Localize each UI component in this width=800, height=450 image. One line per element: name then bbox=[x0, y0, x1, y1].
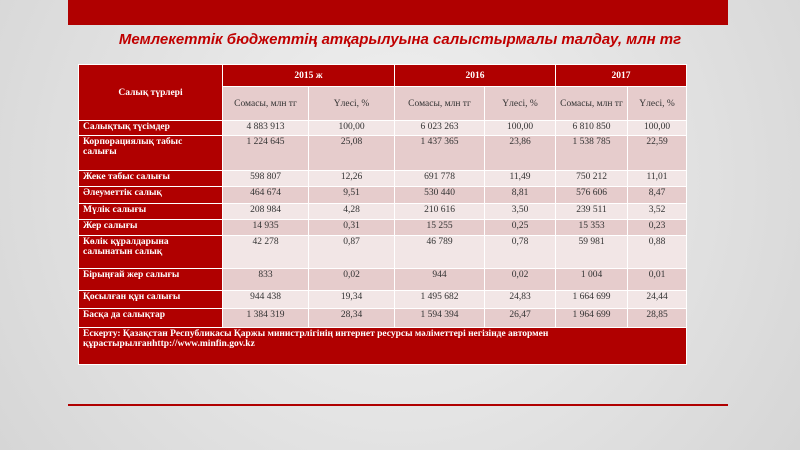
row-label: Жер салығы bbox=[79, 220, 223, 236]
column-header: Сомасы, млн тг bbox=[223, 87, 309, 121]
year-header: 2016 bbox=[395, 65, 556, 87]
table-cell: 24,44 bbox=[628, 291, 687, 309]
row-label: Корпорациялық табыс салығы bbox=[79, 136, 223, 171]
table-cell: 3,50 bbox=[485, 204, 556, 220]
row-header: Салық түрлері bbox=[79, 65, 223, 121]
table-cell: 0,31 bbox=[309, 220, 395, 236]
table-cell: 8,47 bbox=[628, 187, 687, 204]
table-cell: 1 594 394 bbox=[395, 309, 485, 328]
table-cell: 14 935 bbox=[223, 220, 309, 236]
table-cell: 46 789 bbox=[395, 236, 485, 269]
row-label: Көлік құралдарына салынатын салық bbox=[79, 236, 223, 269]
column-header: Үлесі, % bbox=[628, 87, 687, 121]
table-cell: 22,59 bbox=[628, 136, 687, 171]
table-cell: 4 883 913 bbox=[223, 121, 309, 136]
column-header: Сомасы, млн тг bbox=[395, 87, 485, 121]
table-row bbox=[79, 269, 687, 291]
table-cell: 0,25 bbox=[485, 220, 556, 236]
table-cell: 11,49 bbox=[485, 171, 556, 187]
table-cell: 1 004 bbox=[556, 269, 628, 291]
table-row bbox=[79, 171, 687, 187]
table-cell: 19,34 bbox=[309, 291, 395, 309]
table-cell: 0,23 bbox=[628, 220, 687, 236]
table-cell: 1 384 319 bbox=[223, 309, 309, 328]
table-row bbox=[79, 204, 687, 220]
budget-table bbox=[78, 64, 687, 365]
bottom-divider bbox=[68, 404, 728, 406]
table-row bbox=[79, 121, 687, 136]
row-label: Бірыңғай жер салығы bbox=[79, 269, 223, 291]
table-cell: 0,01 bbox=[628, 269, 687, 291]
table-cell: 530 440 bbox=[395, 187, 485, 204]
table-cell: 1 964 699 bbox=[556, 309, 628, 328]
table-cell: 0,88 bbox=[628, 236, 687, 269]
table-cell: 1 437 365 bbox=[395, 136, 485, 171]
year-header: 2015 ж bbox=[223, 65, 395, 87]
row-label: Салықтық түсімдер bbox=[79, 121, 223, 136]
table-row bbox=[79, 187, 687, 204]
table-cell: 100,00 bbox=[628, 121, 687, 136]
table-cell: 26,47 bbox=[485, 309, 556, 328]
table-cell: 4,28 bbox=[309, 204, 395, 220]
table-cell: 12,26 bbox=[309, 171, 395, 187]
table-cell: 3,52 bbox=[628, 204, 687, 220]
table-cell: 25,08 bbox=[309, 136, 395, 171]
row-label: Қосылған құн салығы bbox=[79, 291, 223, 309]
table-cell: 208 984 bbox=[223, 204, 309, 220]
table-note: Ескерту: Қазақстан Республикасы Қаржы министрлігінің интернет ресурсы мәліметтері негізінде автормен құрастырылғанhttp://www.minfin.gov.kz bbox=[79, 328, 687, 365]
table-cell: 0,87 bbox=[309, 236, 395, 269]
table-cell: 0,02 bbox=[309, 269, 395, 291]
table-cell: 6 023 263 bbox=[395, 121, 485, 136]
table-cell: 8,81 bbox=[485, 187, 556, 204]
year-header: 2017 bbox=[556, 65, 687, 87]
row-label: Басқа да салықтар bbox=[79, 309, 223, 328]
table-cell: 833 bbox=[223, 269, 309, 291]
table-cell: 691 778 bbox=[395, 171, 485, 187]
table-cell: 42 278 bbox=[223, 236, 309, 269]
row-label: Жеке табыс салығы bbox=[79, 171, 223, 187]
table-cell: 28,34 bbox=[309, 309, 395, 328]
table-cell: 0,78 bbox=[485, 236, 556, 269]
table-cell: 15 255 bbox=[395, 220, 485, 236]
table-cell: 6 810 850 bbox=[556, 121, 628, 136]
table-cell: 28,85 bbox=[628, 309, 687, 328]
row-label: Әлеуметтік салық bbox=[79, 187, 223, 204]
table-row bbox=[79, 136, 687, 171]
table-cell: 750 212 bbox=[556, 171, 628, 187]
table-cell: 59 981 bbox=[556, 236, 628, 269]
row-label: Мүлік салығы bbox=[79, 204, 223, 220]
table-row bbox=[79, 236, 687, 269]
table-cell: 1 224 645 bbox=[223, 136, 309, 171]
table-cell: 24,83 bbox=[485, 291, 556, 309]
table-cell: 9,51 bbox=[309, 187, 395, 204]
table-cell: 15 353 bbox=[556, 220, 628, 236]
table-cell: 100,00 bbox=[309, 121, 395, 136]
table-cell: 1 495 682 bbox=[395, 291, 485, 309]
table-cell: 210 616 bbox=[395, 204, 485, 220]
table-row bbox=[79, 220, 687, 236]
column-header: Сомасы, млн тг bbox=[556, 87, 628, 121]
table-cell: 576 606 bbox=[556, 187, 628, 204]
table-cell: 1 538 785 bbox=[556, 136, 628, 171]
table-cell: 11,01 bbox=[628, 171, 687, 187]
table-cell: 100,00 bbox=[485, 121, 556, 136]
table-cell: 0,02 bbox=[485, 269, 556, 291]
table-cell: 1 664 699 bbox=[556, 291, 628, 309]
table-cell: 944 bbox=[395, 269, 485, 291]
column-header: Үлесі, % bbox=[485, 87, 556, 121]
table-cell: 944 438 bbox=[223, 291, 309, 309]
table-cell: 23,86 bbox=[485, 136, 556, 171]
slide-title: Мемлекеттік бюджеттің атқарылуына салыстырмалы талдау, млн тг bbox=[118, 31, 682, 48]
table-cell: 239 511 bbox=[556, 204, 628, 220]
table-cell: 464 674 bbox=[223, 187, 309, 204]
table-cell: 598 807 bbox=[223, 171, 309, 187]
table-row bbox=[79, 291, 687, 309]
column-header: Үлесі, % bbox=[309, 87, 395, 121]
top-banner bbox=[68, 0, 728, 25]
table-row bbox=[79, 309, 687, 328]
